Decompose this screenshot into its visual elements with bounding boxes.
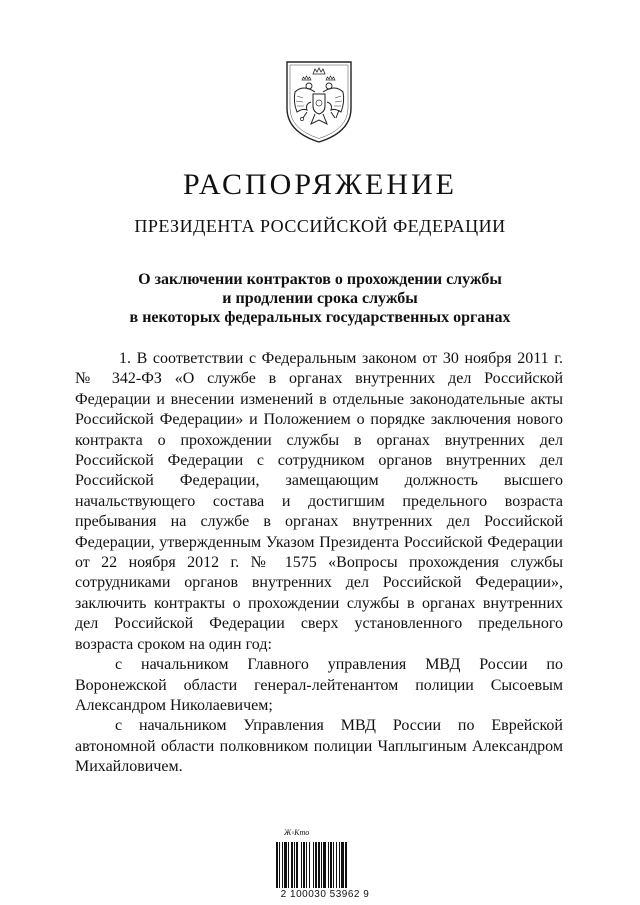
barcode-bars — [276, 842, 368, 888]
body-paragraph: с начальником Управления МВД России по Еврейской автономной области полковником полиции Чаплыгиным Александром Михайловичем. — [75, 717, 563, 776]
barcode — [270, 828, 380, 900]
heading-line: в некоторых федеральных государственных органах — [129, 309, 511, 326]
body-paragraph: с начальником Главного управления МВД России по Воронежской области генерал-лейтенантом полиции Сысоевым Александром Николаевичем; — [75, 656, 563, 714]
body-paragraph: 1. В соответствии с Федеральным законом от 30 ноября 2011 г. № 342-ФЗ «О службе в органах внутренних дел Российской Федерации и внесении изменений в отдельные законодательные акты Российской Федерации» и Положением о порядке заключения нового контракта о прохождении службы в органах внутренних дел Российской Федерации с сотрудником органов внутренних дел Российской Федерации, замещающим должность высшего начальствующего состава и достигшим предельного возраста пребывания на службе в органах внутренних дел Российской Федерации, утвержденным Указом Президента Российской Федерации от 22 ноября 2012 г. № 1575 «Вопросы прохождения службы сотрудниками органов внутренних дел Российской Федерации», заключить контракты о прохождении службы в органах внутренних дел Российской Федерации сверх установленного предельного возраста сроком на один год: — [75, 350, 563, 653]
document-body — [75, 349, 563, 778]
coat-of-arms-emblem — [283, 58, 355, 144]
barcode-number: 2 100030 53962 9 — [280, 889, 370, 900]
barcode-logo: Ж◦Кто — [284, 828, 310, 837]
document-heading — [0, 270, 640, 327]
heading-line: О заключении контрактов о прохождении службы — [138, 271, 502, 288]
document-subtitle: ПРЕЗИДЕНТА РОССИЙСКОЙ ФЕДЕРАЦИИ — [134, 216, 506, 236]
document-title: РАСПОРЯЖЕНИЕ — [182, 168, 458, 201]
heading-line: и продлении срока службы — [222, 290, 418, 307]
